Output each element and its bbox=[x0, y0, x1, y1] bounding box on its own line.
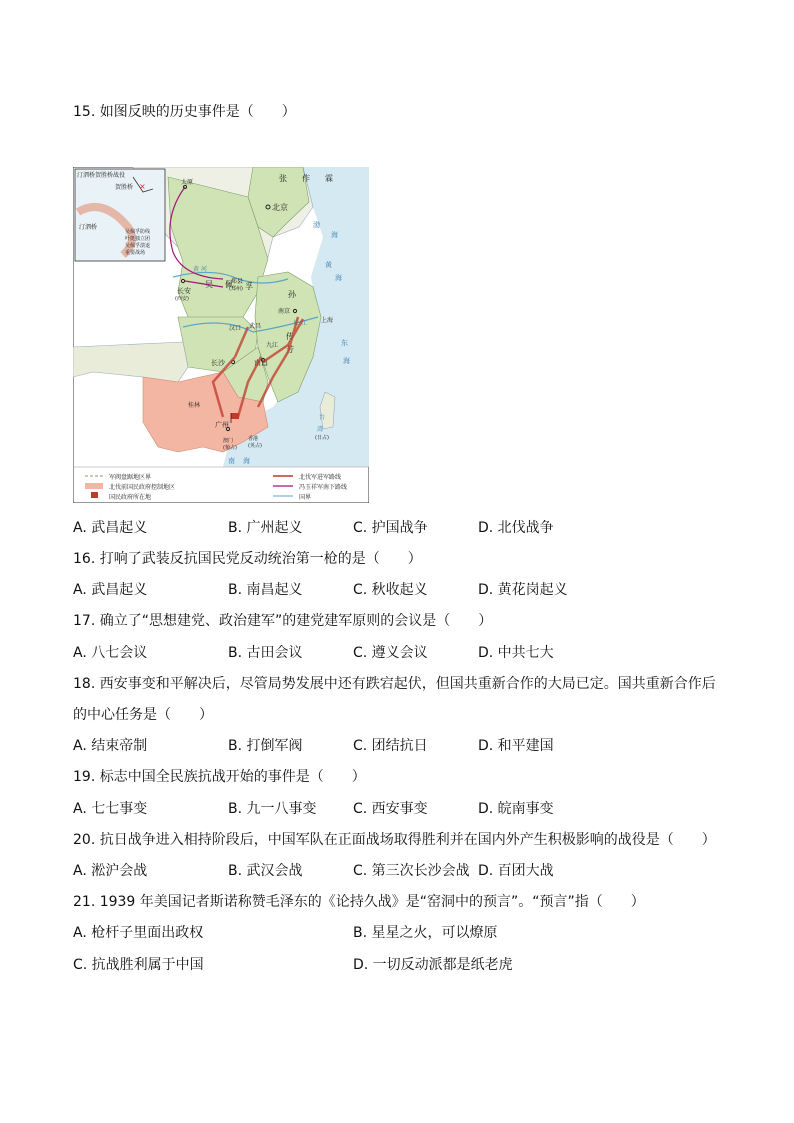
q16-option-a[interactable]: A. 武昌起义 bbox=[73, 582, 148, 598]
question-20-stem: 20. 抗日战争进入相持阶段后，中国军队在正面战场取得胜利并在国内外产生积极影响的战役是（ ） bbox=[73, 832, 716, 848]
q19-option-b[interactable]: B. 九一八事变 bbox=[228, 801, 317, 817]
q16-option-c[interactable]: C. 秋收起义 bbox=[353, 582, 428, 598]
svg-text:张: 张 bbox=[279, 174, 287, 183]
svg-text:霖: 霖 bbox=[325, 174, 333, 183]
q18-option-c[interactable]: C. 团结抗日 bbox=[353, 738, 428, 754]
q18-option-a[interactable]: A. 结束帝制 bbox=[73, 738, 148, 754]
svg-text:国界: 国界 bbox=[299, 494, 312, 501]
q18-option-d[interactable]: D. 和平建国 bbox=[478, 738, 554, 754]
svg-text:北伐军进军路线: 北伐军进军路线 bbox=[299, 474, 342, 481]
svg-text:作: 作 bbox=[302, 174, 310, 183]
q16-option-b[interactable]: B. 南昌起义 bbox=[228, 582, 303, 598]
q17-option-c[interactable]: C. 遵义会议 bbox=[353, 645, 428, 661]
svg-text:长安: 长安 bbox=[177, 287, 191, 295]
question-15-stem: 15. 如图反映的历史事件是（ ） bbox=[73, 104, 296, 120]
q15-option-c[interactable]: C. 护国战争 bbox=[353, 520, 428, 536]
q17-option-d[interactable]: D. 中共七大 bbox=[478, 645, 554, 661]
svg-text:黄: 黄 bbox=[325, 261, 332, 269]
svg-text:芳: 芳 bbox=[286, 345, 294, 354]
svg-text:孙: 孙 bbox=[288, 290, 296, 299]
svg-text:(葡占): (葡占) bbox=[223, 445, 237, 451]
svg-text:东: 东 bbox=[341, 339, 348, 347]
svg-text:海: 海 bbox=[243, 457, 250, 465]
svg-text:北伐前国民政府控制地区: 北伐前国民政府控制地区 bbox=[109, 484, 176, 491]
northern-expedition-map bbox=[73, 167, 369, 503]
svg-text:台: 台 bbox=[319, 414, 326, 421]
svg-text:海: 海 bbox=[331, 231, 338, 239]
svg-text:郑县: 郑县 bbox=[231, 278, 244, 285]
svg-text:上海: 上海 bbox=[321, 317, 334, 324]
q15-option-b[interactable]: B. 广州起义 bbox=[228, 520, 303, 536]
svg-text:海: 海 bbox=[335, 274, 342, 282]
q20-option-b[interactable]: B. 武汉会战 bbox=[228, 863, 303, 879]
svg-text:澳门: 澳门 bbox=[223, 438, 234, 444]
svg-text:南: 南 bbox=[228, 457, 235, 465]
question-18-stem-line1: 18. 西安事变和平解决后，尽管局势发展中还有跌宕起伏，但国共重新合作的大局已定。国共重新合作后 bbox=[73, 676, 716, 692]
svg-text:广州: 广州 bbox=[215, 421, 229, 429]
svg-text:佩: 佩 bbox=[225, 280, 233, 289]
q15-option-a[interactable]: A. 武昌起义 bbox=[73, 520, 148, 536]
svg-text:吴佩孚溃退: 吴佩孚溃退 bbox=[125, 243, 151, 249]
svg-text:(西安): (西安) bbox=[175, 296, 189, 302]
question-19-stem: 19. 标志中国全民族抗战开始的事件是（ ） bbox=[73, 769, 366, 785]
q20-option-c[interactable]: C. 第三次长沙会战 bbox=[353, 863, 470, 879]
q17-option-a[interactable]: A. 八七会议 bbox=[73, 645, 148, 661]
svg-text:湾: 湾 bbox=[317, 426, 324, 433]
svg-text:国民政府所在地: 国民政府所在地 bbox=[109, 494, 152, 501]
svg-text:长: 长 bbox=[293, 320, 300, 327]
svg-text:汀泗桥: 汀泗桥 bbox=[79, 224, 98, 231]
svg-text:江: 江 bbox=[301, 320, 308, 327]
svg-text:九江: 九江 bbox=[266, 342, 279, 349]
svg-text:武昌: 武昌 bbox=[249, 323, 262, 330]
svg-text:吴佩孚防线: 吴佩孚防线 bbox=[125, 229, 151, 235]
q19-option-a[interactable]: A. 七七事变 bbox=[73, 801, 148, 817]
svg-text:黄: 黄 bbox=[193, 266, 200, 273]
svg-text:南昌: 南昌 bbox=[254, 359, 268, 367]
svg-text:南京: 南京 bbox=[278, 308, 291, 315]
svg-text:汉口: 汉口 bbox=[229, 325, 242, 332]
svg-text:(英占): (英占) bbox=[248, 443, 262, 449]
svg-text:海: 海 bbox=[343, 357, 350, 365]
q15-option-d[interactable]: D. 北伐战争 bbox=[478, 520, 554, 536]
svg-text:汀泗桥贺胜桥战役: 汀泗桥贺胜桥战役 bbox=[77, 172, 126, 179]
svg-text:贺胜桥: 贺胜桥 bbox=[115, 184, 134, 191]
question-17-stem: 17. 确立了“思想建党、政治建军”的建党建军原则的会议是（ ） bbox=[73, 613, 493, 629]
question-18-stem-line2: 的中心任务是（ ） bbox=[73, 707, 213, 723]
q21-option-c[interactable]: C. 抗战胜利属于中国 bbox=[73, 957, 204, 973]
q18-option-b[interactable]: B. 打倒军阀 bbox=[228, 738, 303, 754]
svg-text:重要战场: 重要战场 bbox=[125, 250, 146, 256]
q20-option-a[interactable]: A. 淞沪会战 bbox=[73, 863, 148, 879]
svg-text:(日占): (日占) bbox=[315, 435, 329, 441]
q20-option-d[interactable]: D. 百团大战 bbox=[478, 863, 554, 879]
svg-text:(郑州): (郑州) bbox=[229, 286, 243, 292]
question-21-stem: 21. 1939 年美国记者斯诺称赞毛泽东的《论持久战》是“窑洞中的预言”。“预言”指（ ） bbox=[73, 894, 645, 910]
svg-text:河: 河 bbox=[201, 266, 208, 273]
svg-text:桂林: 桂林 bbox=[188, 402, 201, 409]
question-16-stem: 16. 打响了武装反抗国民党反动统治第一枪的是（ ） bbox=[73, 551, 422, 567]
svg-text:吴: 吴 bbox=[205, 280, 213, 289]
svg-text:太原: 太原 bbox=[181, 179, 194, 186]
svg-text:冯玉祥军南下路线: 冯玉祥军南下路线 bbox=[299, 484, 348, 491]
svg-text:长沙: 长沙 bbox=[211, 359, 225, 367]
svg-text:孚: 孚 bbox=[245, 282, 253, 291]
q19-option-d[interactable]: D. 皖南事变 bbox=[478, 801, 554, 817]
svg-text:传: 传 bbox=[286, 332, 294, 341]
q21-option-a[interactable]: A. 枪杆子里面出政权 bbox=[73, 925, 204, 941]
svg-text:香港: 香港 bbox=[248, 436, 259, 442]
q21-option-d[interactable]: D. 一切反动派都是纸老虎 bbox=[353, 957, 513, 973]
svg-text:军阀盘踞地区界: 军阀盘踞地区界 bbox=[109, 474, 152, 481]
svg-text:叶挺独立团: 叶挺独立团 bbox=[125, 236, 151, 242]
q21-option-b[interactable]: B. 星星之火，可以燎原 bbox=[353, 925, 498, 941]
svg-text:北京: 北京 bbox=[272, 203, 288, 212]
svg-text:渤: 渤 bbox=[313, 221, 320, 229]
q17-option-b[interactable]: B. 古田会议 bbox=[228, 645, 303, 661]
svg-text:×: × bbox=[139, 182, 146, 191]
q19-option-c[interactable]: C. 西安事变 bbox=[353, 801, 428, 817]
q16-option-d[interactable]: D. 黄花岗起义 bbox=[478, 582, 568, 598]
